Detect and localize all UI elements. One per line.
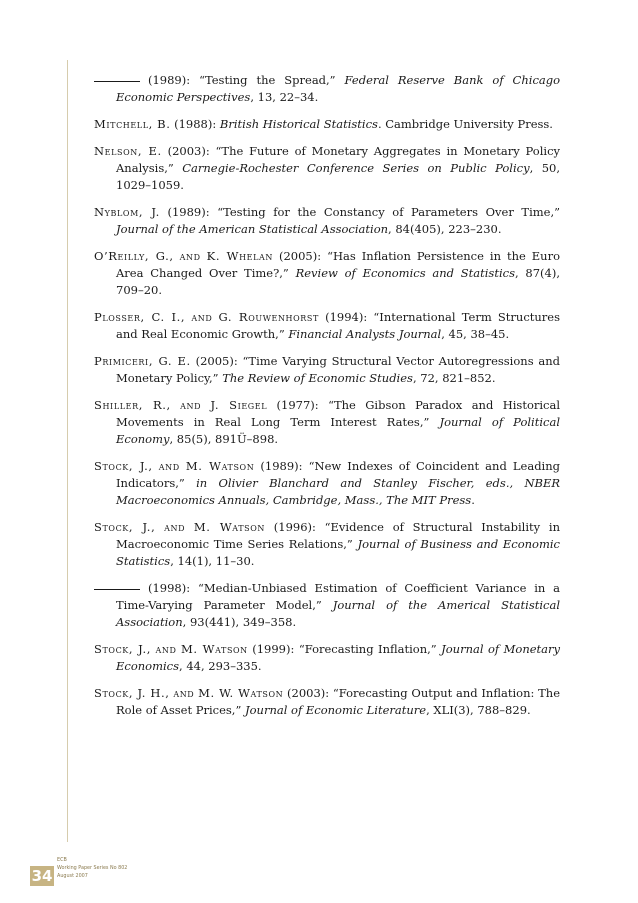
reference-source: in Olivier Blanchard and Stanley Fischer, eds., NBER Macroeconomics Annuals, Cambridge, Mass., The MIT Press <box>116 476 561 507</box>
reference-source: Carnegie-Rochester Conference Series on Public Policy <box>182 161 530 175</box>
reference-title: “Evidence of Structural Instability in Macroeconomic Time Series Relations,” <box>116 520 560 551</box>
reference-details: , 13, 22–34. <box>250 90 319 104</box>
reference-entry <box>94 580 560 631</box>
reference-title: “Has Inflation Persistence in the Euro Area Changed Over Time?,” <box>116 249 561 280</box>
reference-source: The Review of Economic Studies <box>222 371 413 385</box>
reference-entry <box>94 72 560 106</box>
reference-author-2: M. Watson <box>193 520 265 534</box>
reference-author-2: M. Watson <box>185 459 255 473</box>
reference-author: Plosser, C. I., <box>94 310 186 324</box>
reference-author: Nelson, E. <box>94 144 162 158</box>
reference-author-2: M. W. Watson <box>198 686 284 700</box>
reference-details: , 44, 293–335. <box>179 659 262 673</box>
reference-author: Mitchell, B. <box>94 117 171 131</box>
reference-author: Stock, J. H., <box>94 686 170 700</box>
reference-year: (1989): <box>260 459 303 473</box>
reference-year: (1988): <box>174 117 217 131</box>
reference-entry <box>94 519 560 570</box>
reference-details: , 72, 821–852. <box>412 371 496 385</box>
reference-year: (1996): <box>273 520 316 534</box>
reference-entry <box>94 116 560 133</box>
reference-details: , 50, 1029–1059. <box>116 161 560 192</box>
reference-entry <box>94 248 560 299</box>
footer-series: Working Paper Series No 802 <box>57 865 128 871</box>
reference-title: “Time Varying Structural Vector Autoregressions and Monetary Policy,” <box>116 354 561 385</box>
footer-date: August 2007 <box>57 873 88 879</box>
reference-entry <box>94 204 560 238</box>
reference-source: British Historical Statistics <box>219 117 378 131</box>
reference-title: “New Indexes of Coincident and Leading Indicators,” <box>116 459 561 490</box>
reference-year: (2003): <box>167 144 210 158</box>
reference-conjunction: and <box>164 521 186 534</box>
reference-title: “Testing for the Constancy of Parameters Over Time,” <box>217 205 560 219</box>
reference-details: , XLI(3), 788–829. <box>426 703 531 717</box>
reference-title: “Forecasting Output and Inflation: The Role of Asset Prices,” <box>116 686 560 717</box>
reference-year: (1994): <box>325 310 368 324</box>
same-author-dash <box>94 81 140 82</box>
reference-entry <box>94 641 560 675</box>
reference-details: , 84(405), 223–230. <box>388 222 502 236</box>
reference-year: (1977): <box>276 398 319 412</box>
footer-text <box>57 856 127 880</box>
reference-conjunction: and <box>155 643 177 656</box>
reference-source: Financial Analysts Journal <box>288 327 442 341</box>
reference-details: , 93(441), 349–358. <box>182 615 297 629</box>
reference-entry <box>94 397 560 448</box>
reference-details: , 45, 38–45. <box>441 327 510 341</box>
reference-author: Shiller, R., <box>94 398 171 412</box>
reference-source: Journal of Political Economy <box>116 415 560 446</box>
reference-conjunction: and <box>158 460 180 473</box>
reference-conjunction: and <box>179 250 201 263</box>
reference-details: , 87(4), 709–20. <box>116 266 560 297</box>
reference-year: (1999): <box>252 642 295 656</box>
reference-author: Nyblom, J. <box>94 205 160 219</box>
reference-author-2: M. Watson <box>180 642 248 656</box>
reference-entry <box>94 353 560 387</box>
page-number: 34 <box>31 867 53 885</box>
reference-source: Journal of Economic Literature <box>245 703 427 717</box>
reference-year: (1989): <box>167 205 210 219</box>
reference-title: “Median-Unbiased Estimation of Coefficient Variance in a Time-Varying Parameter Model,” <box>116 581 561 612</box>
same-author-dash <box>94 589 140 590</box>
reference-entry <box>94 143 560 194</box>
reference-author: O’Reilly, G., <box>94 249 174 263</box>
reference-details: . Cambridge University Press. <box>377 117 553 131</box>
reference-source: Journal of Business and Economic Statistics <box>116 537 560 568</box>
reference-conjunction: and <box>191 311 213 324</box>
reference-list <box>94 72 560 729</box>
reference-conjunction: and <box>173 687 195 700</box>
reference-year: (1989): <box>148 73 191 87</box>
reference-details: , 14(1), 11–30. <box>170 554 255 568</box>
reference-author-2: K. Whelan <box>206 249 273 263</box>
reference-entry <box>94 309 560 343</box>
reference-year: (1998): <box>148 581 191 595</box>
reference-source: Journal of the American Statistical Association <box>116 222 389 236</box>
reference-entry <box>94 685 560 719</box>
reference-entry <box>94 458 560 509</box>
reference-author: Primiceri, G. E. <box>94 354 191 368</box>
margin-rule <box>67 60 68 842</box>
reference-conjunction: and <box>180 399 202 412</box>
reference-source: Journal of the Americal Statistical Association <box>116 598 561 629</box>
reference-details: , 85(5), 891Ü–898. <box>169 432 279 446</box>
reference-title: “The Future of Monetary Aggregates in Monetary Policy Analysis,” <box>116 144 561 175</box>
reference-year: (2003): <box>287 686 330 700</box>
reference-source: Review of Economics and Statistics <box>295 266 515 280</box>
reference-details: . <box>471 493 475 507</box>
reference-author-2: J. Siegel <box>210 398 268 412</box>
reference-title: “The Gibson Paradox and Historical Movements in Real Long Term Interest Rates,” <box>116 398 561 429</box>
reference-source: Federal Reserve Bank of Chicago Economic Perspectives <box>116 73 561 104</box>
reference-author: Stock, J., <box>94 459 153 473</box>
reference-title: “Forecasting Inflation,” <box>298 642 437 656</box>
reference-title: “Testing the Spread,” <box>199 73 336 87</box>
reference-author: Stock, J., <box>94 642 152 656</box>
reference-title: “International Term Structures and Real Economic Growth,” <box>116 310 560 341</box>
reference-year: (2005): <box>278 249 322 263</box>
footer-org: ECB <box>57 857 67 863</box>
reference-author: Stock, J., <box>94 520 156 534</box>
reference-year: (2005): <box>195 354 238 368</box>
reference-author-2: G. Rouwenhorst <box>218 310 319 324</box>
reference-source: Journal of Monetary Economics <box>116 642 561 673</box>
footer <box>30 856 230 886</box>
